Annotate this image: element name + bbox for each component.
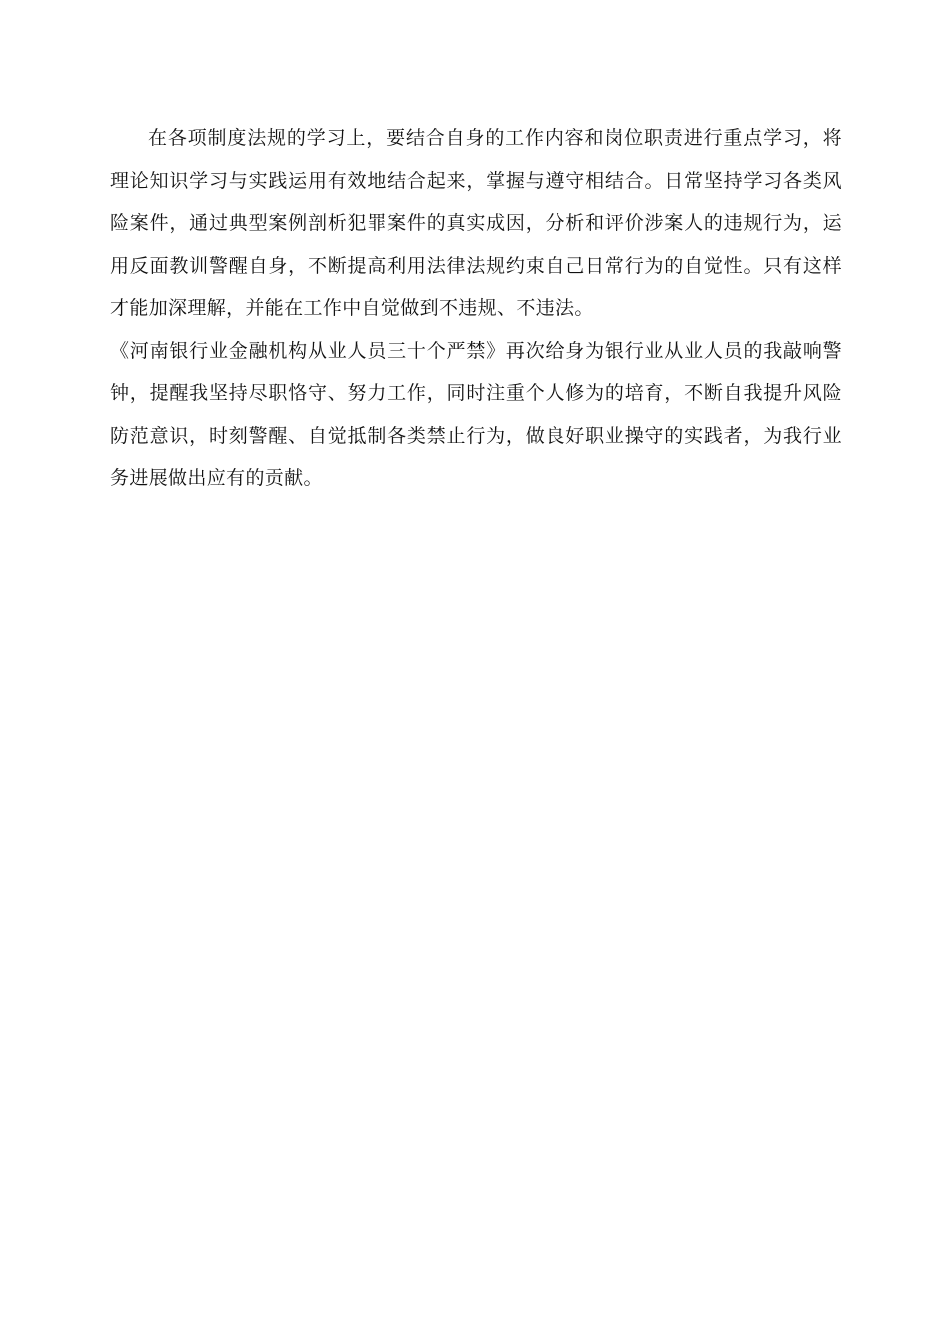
paragraph-thirty-prohibitions: 《河南银行业金融机构从业人员三十个严禁》再次给身为银行业从业人员的我敲响警钟，提醒我坚持尽职恪守、努力工作，同时注重个人修为的培育，不断自我提升风险防范意识，时刻警醒、自觉抵制各类禁止行为，做良好职业操守的实践者，为我行业务进展做出应有的贡献。 [110,339,842,489]
document-body [110,117,842,500]
paragraph-study-regulations: 在各项制度法规的学习上，要结合自身的工作内容和岗位职责进行重点学习，将理论知识学习与实践运用有效地结合起来，掌握与遵守相结合。日常坚持学习各类风险案件，通过典型案例剖析犯罪案件的真实成因，分析和评价涉案人的违规行为，运用反面教训警醒自身，不断提高利用法律法规约束自己日常行为的自觉性。只有这样才能加深理解，并能在工作中自觉做到不违规、不违法。 [110,127,842,319]
